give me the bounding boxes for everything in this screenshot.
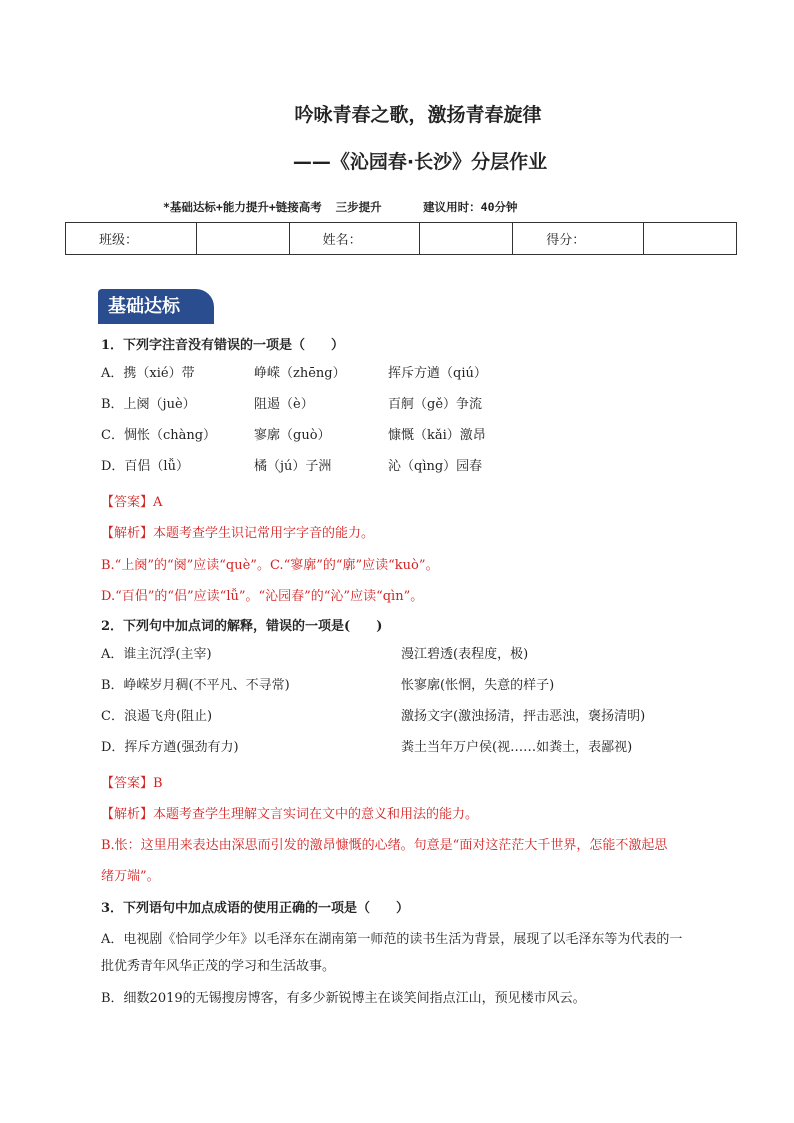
q2-c-1: C．浪遏飞舟(阻止) bbox=[101, 709, 213, 724]
q1-stem: 1．下列字注音没有错误的一项是（ ） bbox=[101, 338, 345, 353]
q2-c-2: 激扬文字(激浊扬清，抨击恶浊，褒扬清明) bbox=[401, 709, 646, 724]
answer-value: A bbox=[153, 495, 163, 510]
q1-a-1: A．携（xié）带 bbox=[101, 366, 195, 381]
q1-b-3: 百舸（gě）争流 bbox=[388, 397, 483, 412]
q2-a-2: 漫江碧透(表程度，极) bbox=[401, 647, 529, 662]
q2-d-1: D．挥斥方遒(强劲有力) bbox=[101, 740, 239, 755]
analysis-text: 本题考查学生理解文言实词在文中的意义和用法的能力。 bbox=[153, 807, 479, 822]
answer-label: 【答案】 bbox=[101, 495, 154, 510]
q3-stem: 3．下列语句中加点成语的使用正确的一项是（ ） bbox=[101, 901, 410, 916]
q2-note-2: 绪万端”。 bbox=[101, 869, 160, 884]
q1-note-1: B.“上阕”的“阕”应读“què”。C.“寥廓”的“廓”应读“kuò”。 bbox=[101, 558, 439, 573]
q2-answer bbox=[101, 772, 163, 791]
q2-b-1: B．峥嵘岁月稠(不平凡、不寻常) bbox=[101, 678, 290, 693]
q2-analysis bbox=[101, 803, 478, 822]
name-field[interactable] bbox=[420, 223, 513, 255]
q2-a-1: A．谁主沉浮(主宰) bbox=[101, 647, 212, 662]
q1-d-3: 沁（qìng）园春 bbox=[388, 459, 483, 474]
q1-c-1: C．惆怅（chàng） bbox=[101, 428, 217, 443]
class-field[interactable] bbox=[196, 223, 289, 255]
q3-line-1: A．电视剧《恰同学少年》以毛泽东在湖南第一师范的读书生活为背景，展现了以毛泽东等为代表的一 bbox=[101, 932, 683, 947]
analysis-text: 本题考查学生识记常用字字音的能力。 bbox=[153, 526, 375, 541]
q1-analysis bbox=[101, 522, 374, 541]
q1-b-1: B．上阕（juè） bbox=[101, 397, 196, 412]
q2-d-2: 粪土当年万户侯(视……如粪土，表鄙视) bbox=[401, 740, 633, 755]
q1-answer bbox=[101, 491, 162, 510]
answer-value: B bbox=[153, 776, 163, 791]
q2-b-2: 怅寥廓(怅惘，失意的样子) bbox=[401, 678, 555, 693]
q1-d-1: D．百侣（lǚ） bbox=[101, 459, 189, 474]
q1-note-2: D.“百侣”的“侣”应读“lǚ”。“沁园春”的“沁”应读“qìn”。 bbox=[101, 589, 424, 604]
q1-b-2: 阻遏（è） bbox=[254, 397, 314, 412]
page-title: 吟咏青春之歌，激扬青春旋律 bbox=[294, 104, 542, 126]
q3-line-2: 批优秀青年风华正茂的学习和生活故事。 bbox=[101, 959, 336, 974]
q1-a-2: 峥嵘（zhēng） bbox=[254, 366, 346, 381]
q1-c-2: 寥廓（guò） bbox=[254, 428, 331, 443]
q2-stem: 2．下列句中加点词的解释，错误的一项是( ) bbox=[101, 619, 383, 634]
q1-a-3: 挥斥方遒（qiú） bbox=[388, 366, 487, 381]
score-label: 得分： bbox=[513, 223, 644, 255]
analysis-label: 【解析】 bbox=[101, 526, 154, 541]
page-subtitle: ——《沁园春·长沙》分层作业 bbox=[292, 151, 548, 173]
q3-line-3: B．细数2019的无锡搜房博客，有多少新锐博主在谈笑间指点江山，预见楼市风云。 bbox=[101, 991, 586, 1006]
info-table bbox=[65, 222, 737, 255]
name-label: 姓名： bbox=[289, 223, 420, 255]
section-badge: 基础达标 bbox=[98, 289, 214, 324]
score-field[interactable] bbox=[643, 223, 736, 255]
class-label: 班级： bbox=[66, 223, 197, 255]
answer-label: 【答案】 bbox=[101, 776, 154, 791]
q2-note-1: B.怅：这里用来表达由深思而引发的激昂慷慨的心绪。句意是“面对这茫茫大千世界，怎能不激起思 bbox=[101, 838, 668, 853]
q1-c-3: 慷慨（kǎi）激昂 bbox=[388, 428, 486, 443]
meta-line: *基础达标+能力提升+链接高考 三步提升 建议用时：40分钟 bbox=[163, 200, 518, 214]
analysis-label: 【解析】 bbox=[101, 807, 154, 822]
q1-d-2: 橘（jú）子洲 bbox=[254, 459, 332, 474]
